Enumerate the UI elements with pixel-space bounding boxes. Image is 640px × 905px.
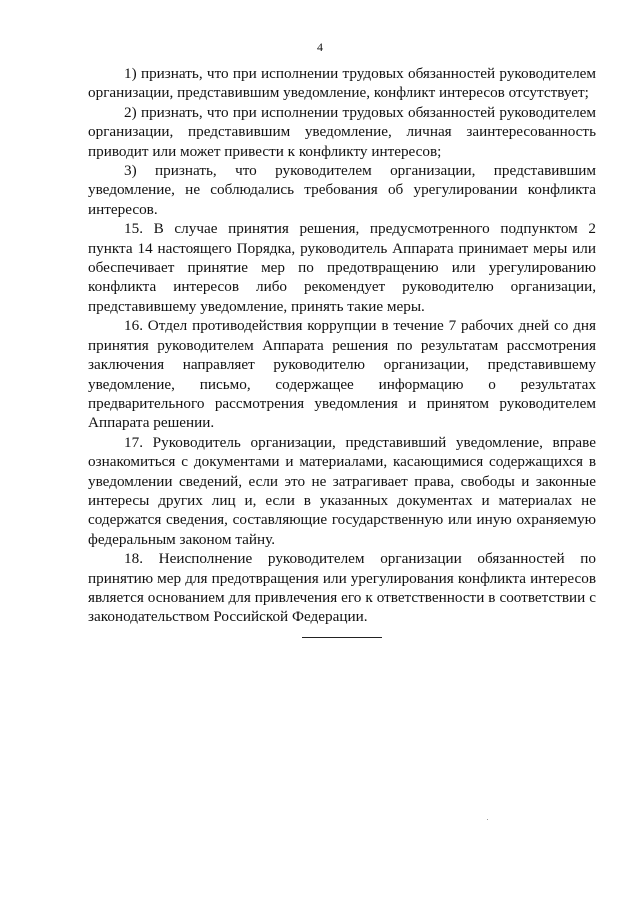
- end-rule: [302, 637, 382, 638]
- clause-18: 18. Неисполнение руководителем организации обязанностей по принятию мер для предотвращения или урегулирования конфликта интересов является основанием для привлечения его к ответственности в соответствии с законодательством Российской Федерации.: [88, 550, 596, 626]
- subitem-3: 3) признать, что руководителем организации, представившим уведомление, не соблюдались требования об урегулировании конфликта интересов.: [88, 162, 596, 218]
- clause-15: 15. В случае принятия решения, предусмотренного подпунктом 2 пункта 14 настоящего Порядка, руководитель Аппарата принимает меры или обеспечивает принятие мер по предотвращению или урегулированию конфликта интересов либо рекомендует руководителю организации, представившему уведомление, принять такие меры.: [88, 220, 596, 315]
- subitem-1: 1) признать, что при исполнении трудовых обязанностей руководителем организации, представившим уведомление, конфликт интересов отсутствует;: [88, 65, 596, 102]
- subitem-2: 2) признать, что при исполнении трудовых обязанностей руководителем организации, представившим уведомление, личная заинтересованность приводит или может привести к конфликту интересов;: [88, 103, 596, 160]
- scan-speck: [487, 819, 488, 820]
- page-number: 4: [317, 40, 323, 54]
- clause-17: 17. Руководитель организации, представивший уведомление, вправе ознакомиться с документами и материалами, касающимися содержащихся в уведомлении сведений, если это не затрагивает права, свободы и законные интересы других лиц и, если в указанных документах и материалах не содержатся сведения, составляющие государственную или иную охраняемую федеральным законом тайну.: [88, 433, 596, 548]
- clause-16: 16. Отдел противодействия коррупции в течение 7 рабочих дней со дня принятия руководителем Аппарата решения по результатам рассмотрения заключения направляет руководителю организации, представившему уведомление, письмо, содержащее информацию о результатах предварительного рассмотрения уведомления и принятом руководителем Аппарата решении.: [88, 317, 596, 432]
- document-body: [88, 64, 596, 627]
